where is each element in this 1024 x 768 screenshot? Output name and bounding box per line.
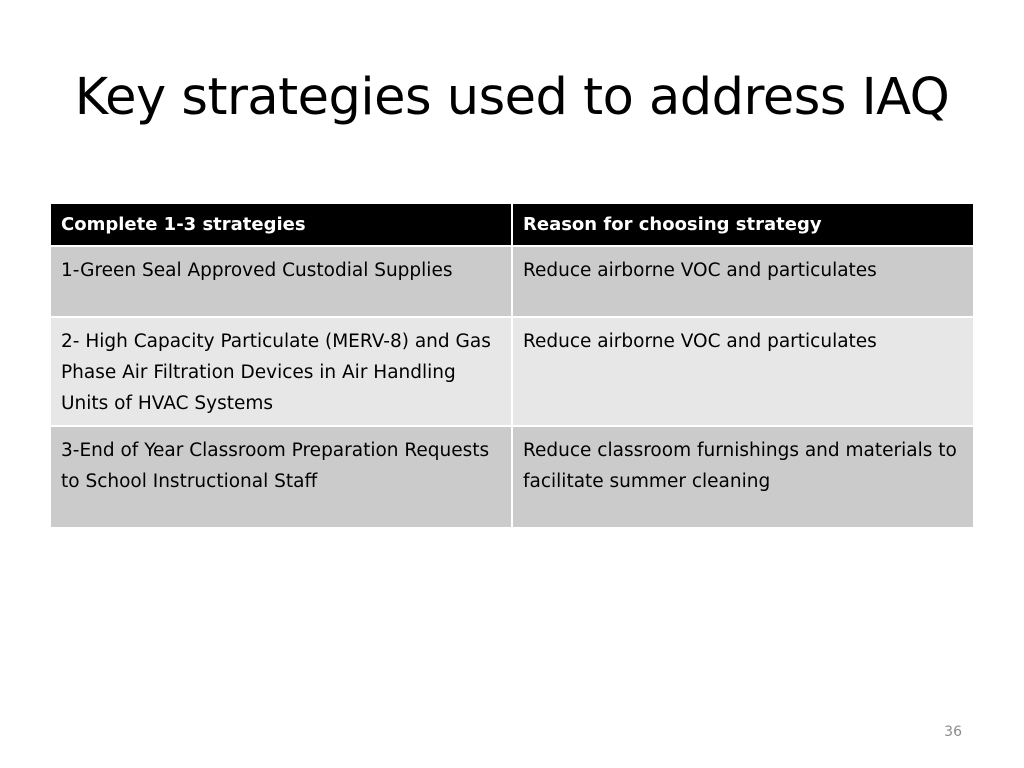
strategy-cell: 2- High Capacity Particulate (MERV-8) and Gas Phase Air Filtration Devices in Air Handling Units of HVAC Systems	[51, 317, 512, 426]
strategy-table	[51, 204, 973, 527]
page-number: 36	[944, 724, 962, 740]
table-row	[51, 317, 973, 426]
reason-cell: Reduce classroom furnishings and materials to facilitate summer cleaning	[512, 426, 973, 527]
strategy-cell: 3-End of Year Classroom Preparation Requests to School Instructional Staff	[51, 426, 512, 527]
strategy-cell: 1-Green Seal Approved Custodial Supplies	[51, 246, 512, 317]
reason-cell: Reduce airborne VOC and particulates	[512, 317, 973, 426]
table-row	[51, 426, 973, 527]
slide-title: Key strategies used to address IAQ	[74, 68, 950, 127]
header-reason: Reason for choosing strategy	[512, 204, 973, 246]
table-header-row	[51, 204, 973, 246]
reason-cell: Reduce airborne VOC and particulates	[512, 246, 973, 317]
table-row	[51, 246, 973, 317]
header-strategies: Complete 1-3 strategies	[51, 204, 512, 246]
